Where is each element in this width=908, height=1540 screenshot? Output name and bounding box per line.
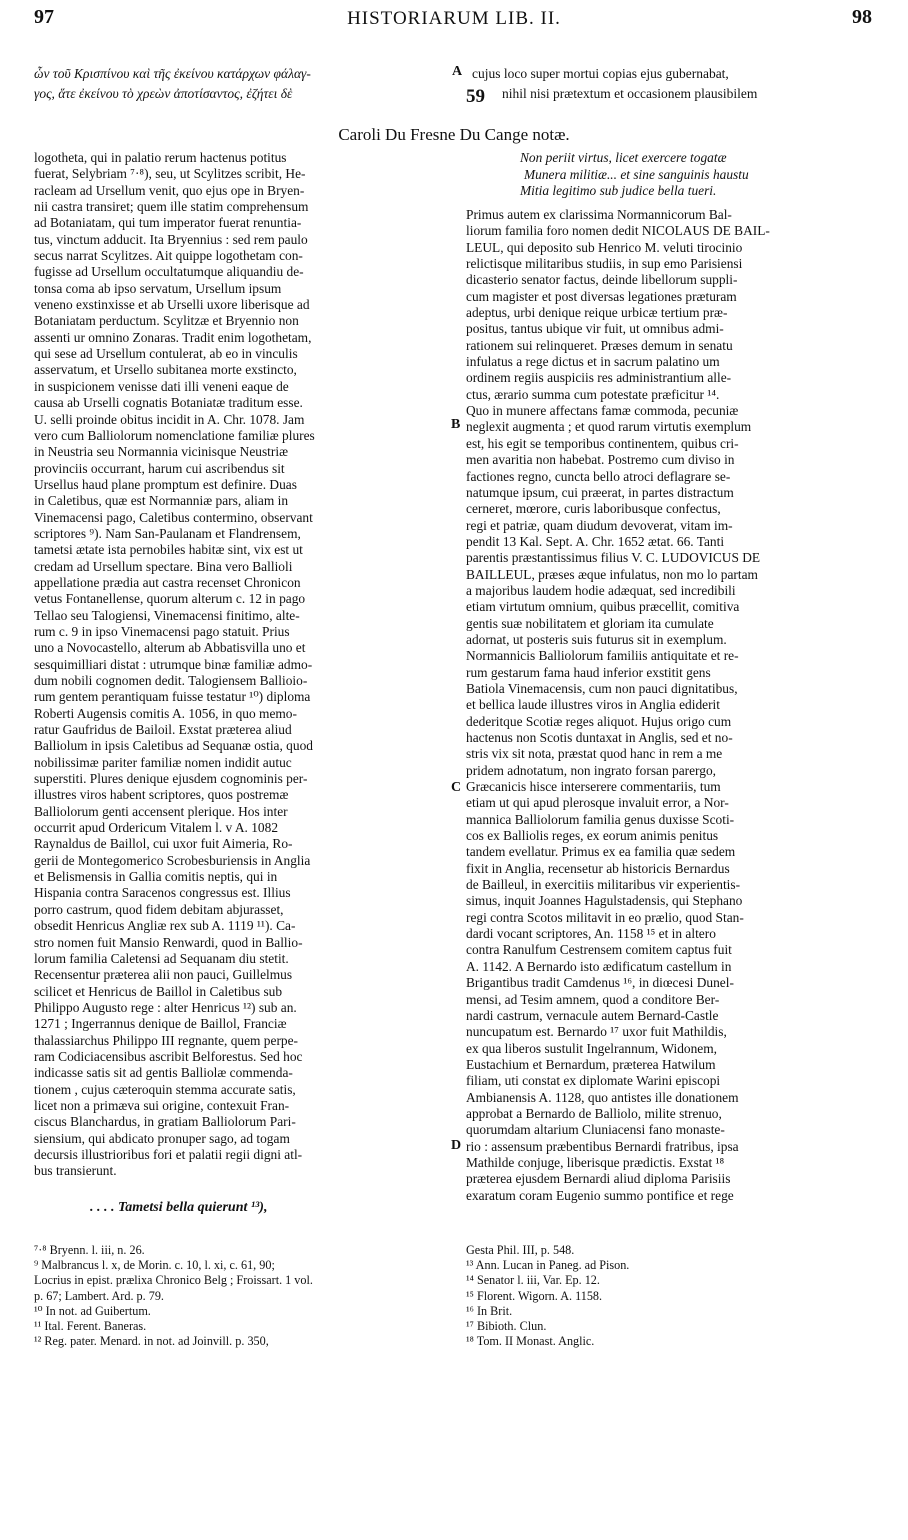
text-line: BAILLEUL, præses æque infulatus, non mo lo partam <box>466 566 758 582</box>
footnote: Gesta Phil. III, p. 548. <box>466 1243 575 1257</box>
text-line: approbat a Bernardo de Balliolo, milite strenuo, <box>466 1105 722 1121</box>
text-line: U. selli proinde obitus incidit in A. Chr. 1078. Jam <box>34 411 305 427</box>
footnote: ⁷·⁸ Bryenn. l. iii, n. 26. <box>34 1243 145 1257</box>
text-line: LEUL, qui deposito sub Henrico M. veluti tirocinio <box>466 239 743 255</box>
footnote: ¹¹ Ital. Ferent. Baneras. <box>34 1319 147 1334</box>
text-line: occurrit apud Ordericum Vitalem l. v A. 1082 <box>34 820 279 836</box>
text-line: qui sese ad Ursellum contulerat, ab eo in vinculis <box>34 346 298 362</box>
text-line: in Neustria seu Normannia vicinisque Neustriæ <box>34 444 288 460</box>
text-line: Mathilde conjuge, liberisque prædictis. Exstat ¹⁸ <box>466 1154 725 1170</box>
text-line: est, his egit se temporibus continentem, quibus cri- <box>466 435 739 451</box>
text-line: in Caletibus, quæ est Normanniæ pars, aliam in <box>34 493 289 509</box>
text-line: relictisque militaribus studiis, in sup emo Parisiensi <box>466 256 743 272</box>
text-line: Philippo Augusto rege : alter Henricus ¹²) sub an. <box>34 999 297 1015</box>
text-line: regi contra Scotos militavit in eo prælio, quod Stan- <box>466 909 744 925</box>
text-line: stro nomen fuit Mansio Renwardi, quod in Ballio- <box>34 934 303 950</box>
text-line: etiam virtutum omnium, quibus præcellit, comitiva <box>466 599 740 615</box>
text-line: gentis suæ nobilitatem et gloriam ita cumulate <box>466 615 714 631</box>
text-line: tionem , cujus cæteroquin stemma accurate satis, <box>34 1081 296 1097</box>
text-line: etiam ut qui apud plerosque invaluit error, a Nor- <box>466 795 729 811</box>
text-line: men avaritia non habebat. Postremo cum diviso in <box>466 452 735 468</box>
notae-title: Caroli Du Fresne Du Cange notæ. <box>338 125 570 144</box>
text-line: ciscus Blanchardus, in gratiam Balliolorum Pari- <box>34 1114 296 1130</box>
text-line: parentis præstantissimus filius V. C. LUDOVICUS DE <box>466 550 761 566</box>
greek-text <box>34 64 454 104</box>
page-number-right: 98 <box>852 6 872 28</box>
text-line: scriptores ⁹). Nam San-Paulanam et Flandrensem, <box>34 525 301 541</box>
text-line: positus, tantus ubique vir fuit, ut omnibus admi- <box>466 321 724 337</box>
text-line: Græcanicis hisce interserere commentariis, tum <box>466 779 721 795</box>
verse-line: Munera militiæ... et sine sanguinis haustu <box>524 166 749 182</box>
text-line: Batiola Vinemacensis, cum non pauci dignitatibus, <box>466 680 738 696</box>
text-line: Primus autem ex clarissima Normannicorum Bal- <box>466 207 732 222</box>
text-line: licet non a primæva sui origine, contexuit Fran- <box>34 1097 290 1113</box>
latin-line: nihil nisi prætextum et occasionem plausibilem <box>502 86 758 101</box>
text-line: Normannicis Balliolorum familiis antiquitate et re- <box>466 648 739 664</box>
text-line: mannica Balliolorum familia genus duxisse Scoti- <box>466 811 735 827</box>
footnotes-right <box>466 1243 876 1349</box>
text-line: fuerat, Selybriam ⁷·⁸), seu, ut Scylitzes scribit, He- <box>34 166 306 182</box>
text-line: simus, inquit Joannes Hagulstadensis, qui Stephano <box>466 893 743 909</box>
text-line: in suspicionem venisse dati illi veneni eaque de <box>34 378 289 394</box>
text-line: nii castra transiret; quem ille statim comprehensum <box>34 199 309 215</box>
text-line: Balliolorum genti accensent plerique. Hos inter <box>34 803 288 819</box>
text-line: filiam, uti constat ex diplomate Warini episcopi <box>466 1073 721 1089</box>
text-line: Hispania contra Saracenos congressus est. Illius <box>34 885 291 901</box>
text-line: Botaniatam perductum. Scylitzæ et Bryennio non <box>34 313 299 329</box>
text-line: racleam ad Ursellum venit, quo ejus ope in Bryen- <box>34 182 305 198</box>
page-number-left: 97 <box>34 6 54 28</box>
text-line: indicasse satis sit ad gentis Balliolæ commenda- <box>34 1065 293 1081</box>
left-lemma: . . . . Tametsi bella quierunt ¹³), <box>90 1200 268 1215</box>
text-line: Balliolum in ipsis Caletibus ad Sequanæ ostia, quod <box>34 738 313 754</box>
text-line: stris vix sit nota, præstat quod hanc in rem a me <box>466 746 723 762</box>
text-line: logothetа, qui in palatio rerum hactenus potitus <box>34 150 287 165</box>
text-line: fugisse ad Ursellum occultatumque aliquandiu de- <box>34 264 304 280</box>
text-line: uno a Novocastello, alterum ab Abbatisvilla uno et <box>34 640 306 656</box>
text-line: ordinem regiis auspiciis res administrantium alle- <box>466 370 732 386</box>
text-line: dum nobili cognomen dedit. Talogiensem Ballioio- <box>34 673 308 688</box>
verse-line: Mitia legitimo sub judice bella tueri. <box>520 183 717 198</box>
text-line: Ambianensis A. 1128, quo antistes ille donationem <box>466 1089 739 1105</box>
latin-line: cujus loco super mortui copias ejus gubernabat, <box>472 66 729 81</box>
text-line: de Bailleul, in exercitiis militaribus vir experientis- <box>466 877 741 893</box>
margin-marker-d: D <box>451 1138 462 1153</box>
text-line: sesquimilliari distat : utrumque binæ familiæ admo- <box>34 656 313 672</box>
text-line: cum magister et post diversas legationes præturam <box>466 288 737 304</box>
verse-quote <box>520 150 880 200</box>
footnote: ⁹ Malbrancus l. x, de Morin. c. 10, l. xi, c. 61, 90; <box>34 1258 275 1273</box>
text-line: obsedit Henricus Angliæ rex sub A. 1119 ¹¹). Ca- <box>34 918 296 934</box>
text-line: dederitque Scotiæ reges aliquot. Hujus origo cum <box>466 713 732 729</box>
text-line: quorumdam altarium Cluniacensi fano monaste- <box>466 1122 725 1138</box>
text-line: superstiti. Plures denique ejusdem cognominis per- <box>34 771 308 787</box>
text-line: rum gentem perantiquam fuisse testatur ¹⁰) diploma <box>34 689 311 705</box>
footnote: ¹⁴ Senator l. iii, Var. Ep. 12. <box>466 1273 600 1288</box>
footnote: ¹⁰ In not. ad Guibertum. <box>34 1303 151 1318</box>
text-line: regi et patriæ, quam diudum devoverat, vitam im- <box>466 517 733 533</box>
text-line: rum c. 9 in ipso Vinemacensi pago statuit. Prius <box>34 623 290 639</box>
text-line: et Belismensis in Gallia comitis neptis, qui in <box>34 869 278 885</box>
text-line: et bellica laude illustres viros in Anglia ediderit <box>466 697 720 713</box>
text-line: causa ab Urselli cognatis Botaniatæ traditum esse. <box>34 395 303 411</box>
text-line: Recensentur præterea alii non pauci, Guillelmus <box>34 967 293 983</box>
text-line: illustres viros habent scriptores, quos postremæ <box>34 787 289 803</box>
text-line: A. 1142. A Bernardo isto ædificatum castellum in <box>466 958 732 974</box>
text-line: thalassiarchus Philippo III regnante, quem perpe- <box>34 1032 299 1048</box>
margin-number: 59 <box>466 86 485 107</box>
footnotes-left <box>34 1243 446 1349</box>
footnote: p. 67; Lambert. Ard. p. 79. <box>34 1288 164 1303</box>
text-line: rum gestarum fama haud inferior exstitit gens <box>466 664 711 680</box>
text-line: vetus Fontanellense, quorum alterum c. 12 in pago <box>34 591 306 607</box>
footnote: ¹³ Ann. Lucan in Paneg. ad Pison. <box>466 1258 630 1273</box>
margin-marker-c: C <box>451 780 462 795</box>
text-line: dardi vocant scriptores, An. 1158 ¹⁵ et in altero <box>466 926 716 942</box>
margin-marker-b: B <box>451 417 461 432</box>
text-line: rio : assensum præbentibus Bernardi fratribus, ipsa <box>466 1138 739 1154</box>
text-line: nobilissimæ pariter familiæ nomen indidit autuc <box>34 754 292 770</box>
text-line: assenti ur omnino Zonaras. Tradit enim logothetam, <box>34 329 312 345</box>
text-line: nardi castrum, vernacule autem Bernard-Castle <box>466 1007 719 1023</box>
text-line: factiones regno, cuncta bello atroci deflagrare se- <box>466 468 731 484</box>
text-line: bus transierunt. <box>34 1163 117 1179</box>
text-line: pridem adnotatum, non ingrato forsan parergo, <box>466 762 717 778</box>
greek-line: γος, ἅτε ἐκείνου τὸ χρεὼν ἀποτίσαντος, ἐζήτει δὲ <box>34 86 293 101</box>
text-line: Roberti Augensis comitis A. 1056, in quo memo- <box>34 705 297 721</box>
text-line: asservatum, et Ursello subitanea morte exstincto, <box>34 362 297 378</box>
left-column <box>34 150 446 1180</box>
text-line: nuncupatum est. Bernardo ¹⁷ uxor fuit Mathildis, <box>466 1024 727 1040</box>
text-line: adeptus, urbi denique reique urbicæ tertium præ- <box>466 305 728 321</box>
text-line: siensium, qui abdicato pronuper sago, ad togam <box>34 1130 290 1146</box>
text-line: neglexit augmenta ; et quod rarum virtutis exemplum <box>466 419 752 435</box>
text-line: tametsi ætate ista pernobiles habitæ sint, vix est ut <box>34 542 303 558</box>
text-line: lorum familia Caletensi ad Sequanam diu stetit. <box>34 950 289 966</box>
text-line: cerneret, mœrore, curis laboribusque confectus, <box>466 501 721 517</box>
text-line: credam ad Ursellum spectare. Bina vero Ballioli <box>34 558 293 574</box>
text-line: scilicet et Henricus de Baillol in Caletibus sub <box>34 983 283 999</box>
text-line: appellatione prædia aut castra recenset Chronicon <box>34 574 301 590</box>
text-line: mensi, ad Tesim amnem, quod a conditore Ber- <box>466 991 720 1007</box>
text-line: Brigantibus tradit Camdenus ¹⁶, in diœcesi Dunel- <box>466 975 734 991</box>
footnote: ¹² Reg. pater. Menard. in not. ad Joinvill. p. 350, <box>34 1334 269 1349</box>
text-line: præterea ejusdem Bernardi aliud diploma Parisiis <box>466 1171 731 1187</box>
text-line: a majoribus laudem hodie adæquat, sed incredibili <box>466 582 736 598</box>
margin-marker-a: A <box>452 64 463 79</box>
text-line: Tellao seu Talogiensi, Vinemacensi finitimo, alte- <box>34 607 300 623</box>
right-column <box>466 207 876 1204</box>
footnote: ¹⁷ Bibioth. Clun. <box>466 1319 547 1334</box>
text-line: ram Codiciacensibus ascribit Belforestus. Sed hoc <box>34 1048 303 1064</box>
text-line: ratur Gaufridus de Bailoil. Exstat præterea aliud <box>34 722 292 738</box>
text-line: fixit in Anglia, recensetur ab historicis Bernardus <box>466 860 730 876</box>
text-line: tus, vinctum adducit. Ita Bryennius : sed rem paulo <box>34 231 308 247</box>
verse-line: Non periit virtus, licet exercere togatæ <box>520 150 727 165</box>
text-line: Raynaldus de Baillol, cui uxor fuit Aimeria, Ro- <box>34 836 293 852</box>
text-line: provinciis occurrant, harum cui ascribendus sit <box>34 460 285 476</box>
footnote: ¹⁸ Tom. II Monast. Anglic. <box>466 1334 595 1349</box>
text-line: vero cum Balliolorum nomenclatione familiæ plures <box>34 427 315 443</box>
text-line: dicasterio senator factus, deinde libellorum suppli- <box>466 272 738 288</box>
text-line: rationem sui relinqueret. Præses demum in senatu <box>466 337 733 353</box>
text-line: liorum familia foro nomen dedit NICOLAUS DE BAIL- <box>466 223 770 239</box>
text-line: ex qua liberos sustulit Ingelrannum, Widonem, <box>466 1040 717 1056</box>
text-line: Vinemacensi pago, Caletibus contermino, observant <box>34 509 313 525</box>
text-line: hactenus non Scotis duntaxat in Anglis, sed et no- <box>466 730 733 745</box>
text-line: ad Botaniatam, qui tum imperator fuerat renuntia- <box>34 215 302 231</box>
footnote: Locrius in epist. prælixa Chronico Belg ; Froissart. 1 vol. <box>34 1273 313 1288</box>
text-line: ctus, ærario summa cum potestate præficitur ¹⁴. <box>466 386 720 402</box>
greek-line: ὧν τοῦ Κρισπίνου καὶ τῆς ἐκείνου κατάρχων φάλαγ- <box>34 66 311 81</box>
text-line: pendit 13 Kal. Sept. A. Chr. 1652 ætat. 66. Tanti <box>466 533 725 549</box>
text-line: gerii de Montegomerico Scrobesburiensis in Anglia <box>34 852 311 868</box>
running-title: HISTORIARUM LIB. II. <box>347 8 561 29</box>
text-line: 1271 ; Ingerrannus denique de Baillol, Franciæ <box>34 1016 287 1032</box>
text-line: natumque ipsum, cui præerat, in partes distractum <box>466 484 734 500</box>
text-line: Eustachium et Bernardum, præterea Hatwilum <box>466 1056 716 1072</box>
text-line: tandem evellatur. Primus ex ea familia quæ sedem <box>466 844 736 860</box>
text-line: tonsa coma ab ipso servatum, Ursellum ipsum <box>34 280 282 296</box>
text-line: porro castrum, quod fidem debitam abjurasset, <box>34 901 284 917</box>
text-line: contra Ranulfum Cestrensem comitem captus fuit <box>466 942 732 958</box>
text-line: adornat, ut posteris suis futurus sit in exemplum. <box>466 631 727 647</box>
text-line: Quo in munere affectans famæ commoda, pecuniæ <box>466 403 739 419</box>
latin-top-text <box>470 64 875 104</box>
text-line: infulatus a rege dictus et in sacrum palatino um <box>466 354 720 370</box>
text-line: veneno exstinxisse et ab Urselli uxore liberisque ad <box>34 297 310 313</box>
text-line: decursis illustrioribus fori et palatii regii digni atl- <box>34 1146 303 1162</box>
text-line: cos ex Balliolis reges, ex eorum animis penitus <box>466 828 719 844</box>
text-line: exaratum coram Eugenio summo pontifice et rege <box>466 1187 734 1203</box>
text-line: Ursellus haud plane promptum est definire. Duas <box>34 476 297 492</box>
footnote: ¹⁵ Florent. Wigorn. A. 1158. <box>466 1288 603 1303</box>
footnote: ¹⁶ In Brit. <box>466 1303 513 1318</box>
text-line: secus narrat Scylitzes. Ait quippe logothetam con- <box>34 248 303 264</box>
